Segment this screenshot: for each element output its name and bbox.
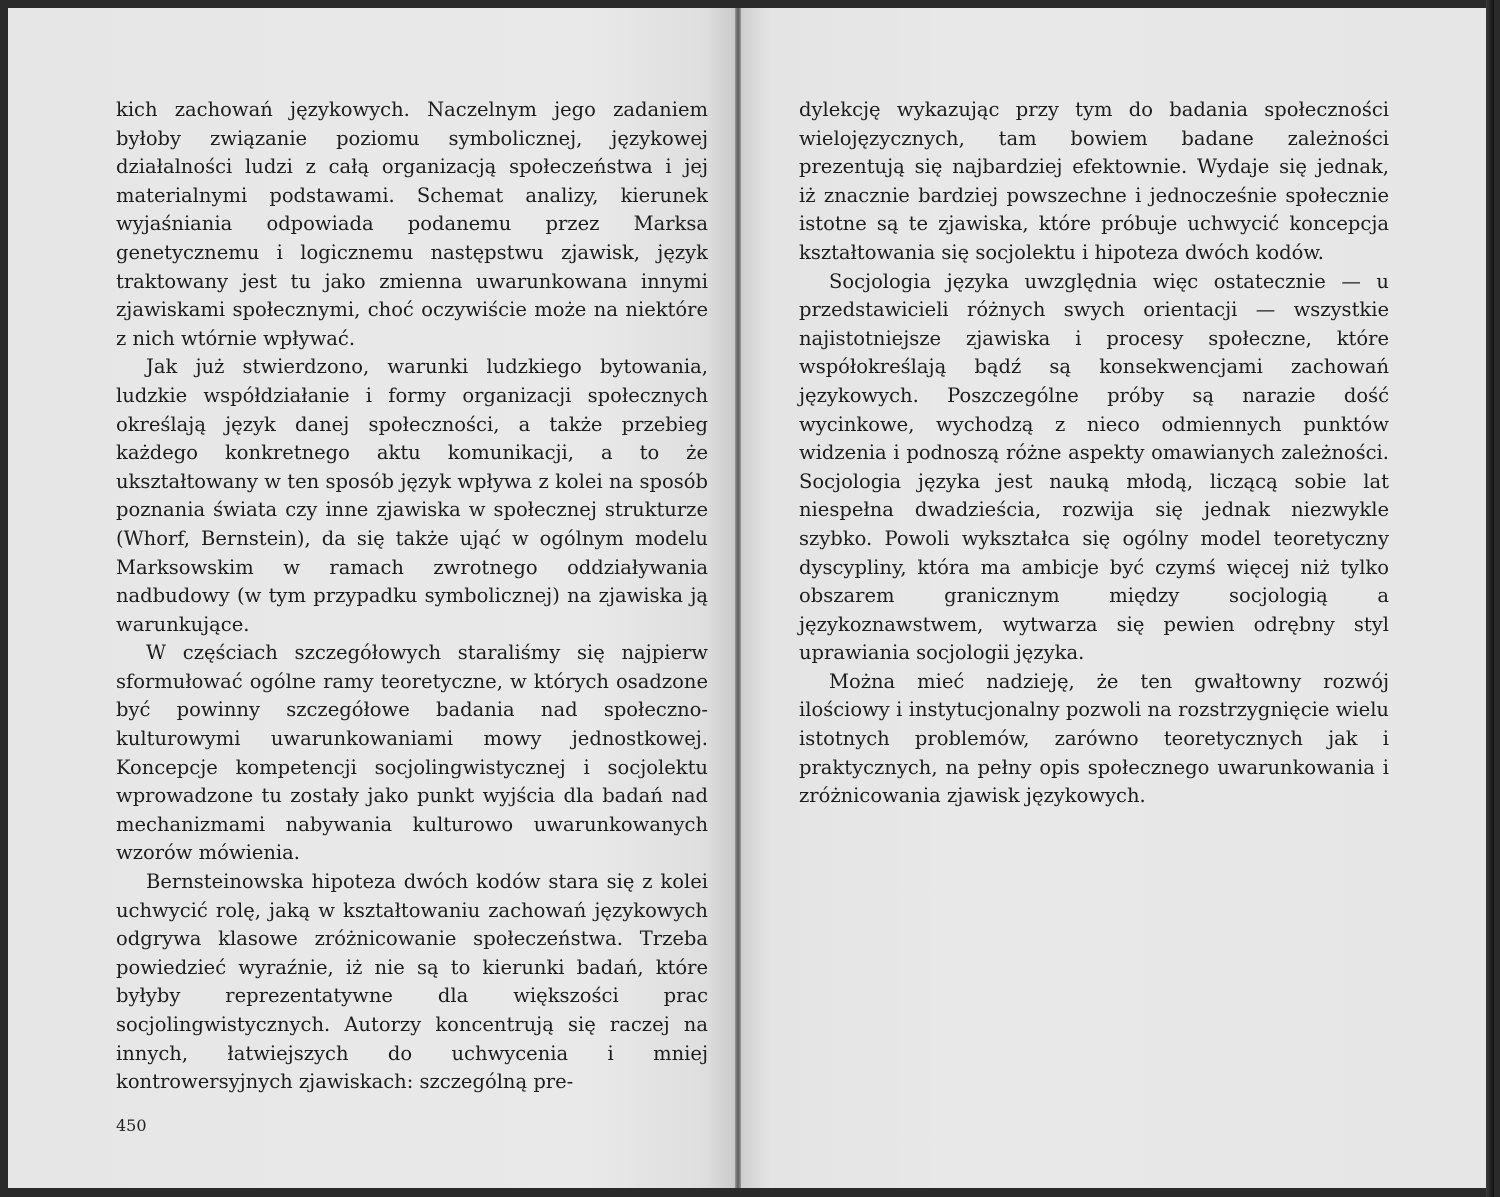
paragraph: Socjologia języka uwzględnia więc ostatecznie — u przedstawicieli różnych swych orientacji — wszystkie najistotniejsze zjawiska i procesy społeczne, które współokreślają bądź są konsekwencjami zachowań językowych. Poszczególne próby są narazie dość wycinkowe, wychodzą z nieco odmiennych punktów widzenia i podnoszą różne aspekty omawianych zależności. Socjologia języka jest nauką młodą, liczącą sobie lat niespełna dwadzieścia, rozwija się jednak niezwykle szybko. Powoli wykształca się ogólny model teoretyczny dyscypliny, która ma ambicje być czymś więcej niż tylko obszarem granicznym między socjologią a językoznawstwem, wytwarza się pewien odrębny styl uprawiania socjologii języka. xyxy=(799,269,1389,665)
page-number: 450 xyxy=(116,1116,147,1135)
right-page xyxy=(741,8,1486,1188)
book-edge xyxy=(1486,0,1494,1197)
paragraph: Można mieć nadzieję, że ten gwałtowny rozwój ilościowy i instytucjonalny pozwoli na rozstrzygnięcie wielu istotnych problemów, zarówno teoretycznych jak i praktycznych, na pełny opis społecznego uwarunkowania i zróżnicowania zjawisk językowych. xyxy=(799,669,1389,808)
left-page xyxy=(8,8,735,1188)
paragraph: W częściach szczegółowych staraliśmy się najpierw sformułować ogólne ramy teoretyczne, w których osadzone być powinny szczegółowe badania nad społeczno-kulturowymi uwarunkowaniami mowy jednostkowej. Koncepcje kompetencji socjolingwistycznej i socjolektu wprowadzone tu zostały jako punkt wyjścia dla badań nad mechanizmami nabywania kulturowo uwarunkowanych wzorów mówienia. xyxy=(116,641,708,865)
paragraph: Bernsteinowska hipoteza dwóch kodów stara się z kolei uchwycić rolę, jaką w kształtowaniu zachowań językowych odgrywa klasowe zróżnicowanie społeczeństwa. Trzeba powiedzieć wyraźnie, iż nie są to kierunki badań, które byłyby reprezentatywne dla większości prac socjolingwistycznych. Autorzy koncentrują się raczej na innych, łatwiejszych do uchwycenia i mniej kontrowersyjnych zjawiskach: szczególną pre- xyxy=(116,870,708,1094)
paragraph: Jak już stwierdzono, warunki ludzkiego bytowania, ludzkie współdziałanie i formy organizacji społecznych określają język danej społeczności, a także przebieg każdego konkretnego aktu komunikacji, a to że ukształtowany w ten sposób język wpływa z kolei na sposób poznania świata czy inne zjawiska w społecznej strukturze (Whorf, Bernstein), da się także ująć w ogólnym modelu Marksowskim w ramach zwrotnego oddziaływania nadbudowy (w tym przypadku symbolicznej) na zjawiska ją warunkujące. xyxy=(116,355,708,636)
left-page-text xyxy=(116,96,708,1097)
paragraph: kich zachowań językowych. Naczelnym jego zadaniem byłoby związanie poziomu symbolicznej, językowej działalności ludzi z całą organizacją społeczeństwa i jej materialnymi podstawami. Schemat analizy, kierunek wyjaśniania odpowiada podanemu przez Marksa genetycznemu i logicznemu następstwu zjawisk, język traktowany jest tu jako zmienna uwarunkowana innymi zjawiskami społecznymi, choć oczywiście może na niektóre z nich wtórnie wpływać. xyxy=(116,98,708,350)
right-page-text xyxy=(799,96,1389,811)
paragraph: dylekcję wykazując przy tym do badania społeczności wielojęzycznych, tam bowiem badane zależności prezentują się najbardziej efektownie. Wydaje się jednak, iż znacznie bardziej powszechne i jednocześnie społecznie istotne są te zjawiska, które próbuje uchwycić koncepcja kształtowania się socjolektu i hipoteza dwóch kodów. xyxy=(799,98,1389,264)
